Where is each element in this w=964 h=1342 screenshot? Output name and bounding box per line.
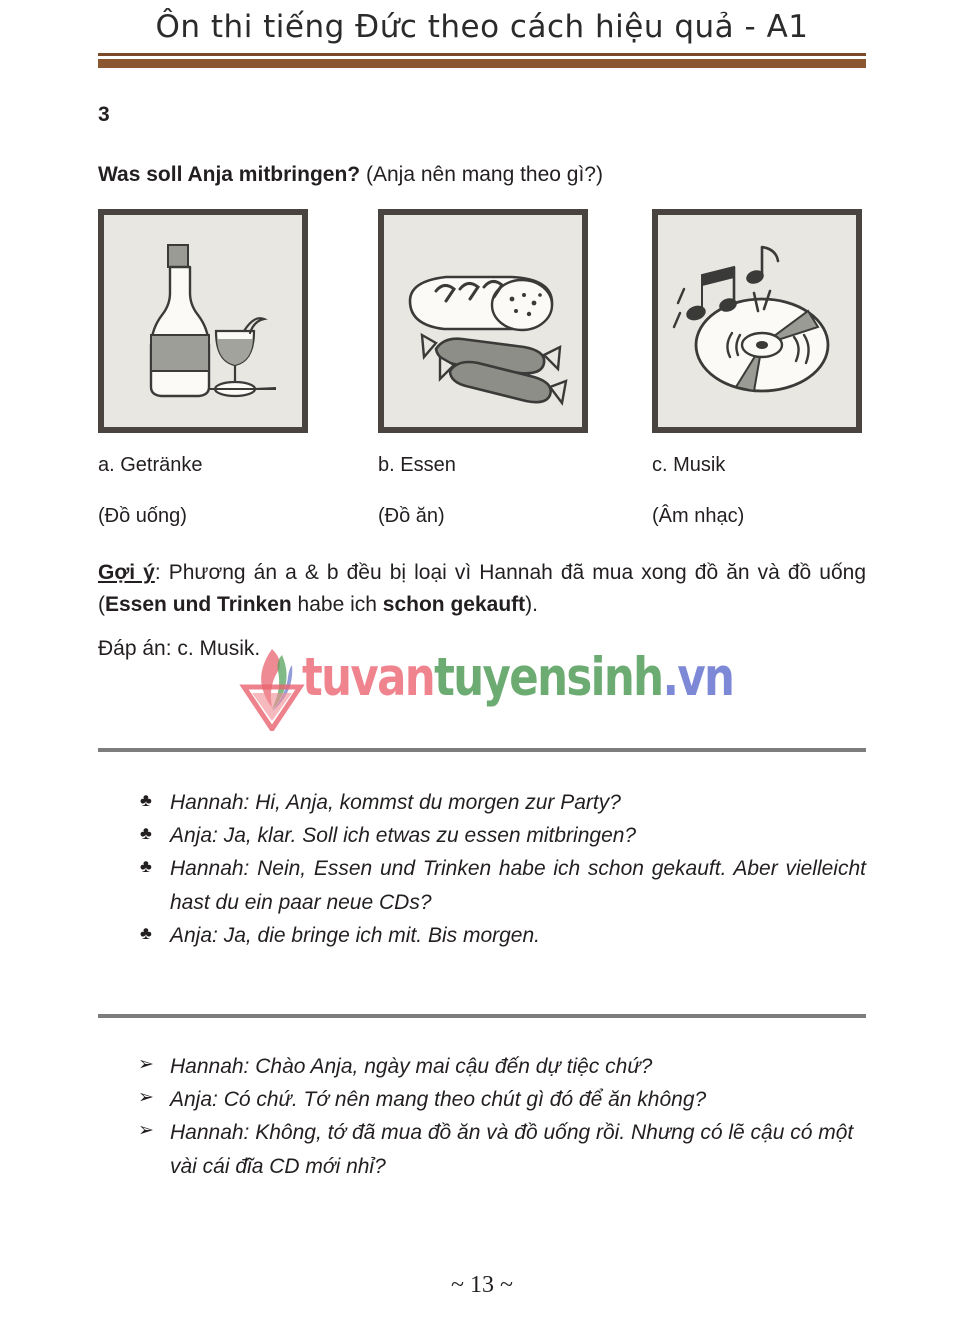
option-label-de-b: b. Essen [378, 454, 456, 477]
dialogue-line [98, 919, 866, 952]
option-caption-c [652, 453, 744, 529]
hint-text-3: ). [525, 593, 538, 617]
option-image-b [378, 209, 588, 433]
arrow-bullet-icon: ➢ [138, 1054, 154, 1075]
hint-paragraph [98, 557, 866, 621]
option-captions [98, 453, 866, 557]
club-bullet-icon: ♣ [140, 922, 152, 943]
divider-top [98, 748, 866, 752]
club-bullet-icon: ♣ [140, 856, 152, 877]
club-bullet-icon: ♣ [140, 790, 152, 810]
header-divider [98, 53, 866, 68]
dialogue-line [98, 1083, 866, 1116]
dialogue-line [98, 1050, 866, 1083]
vietnamese-dialogue-block [98, 1014, 866, 1183]
hint-bold-1: Essen und Trinken [105, 593, 292, 617]
option-caption-b [378, 453, 456, 529]
watermark-part-1: tuvan [302, 647, 435, 708]
page-footer [0, 1272, 964, 1299]
divider-bottom [98, 1014, 866, 1018]
vietnamese-dialogue-list [98, 1050, 866, 1183]
question-vietnamese: (Anja nên mang theo gì?) [365, 163, 603, 186]
hint-text-1: : Phương án a & b đều bị loại vì Hannah đã mua xong đồ ăn và đồ uống ( [98, 561, 866, 617]
arrow-bullet-icon: ➢ [138, 1120, 154, 1142]
hint-text-2: habe ich [291, 593, 383, 617]
option-image-a [98, 209, 308, 433]
question-prompt [98, 161, 866, 189]
dialogue-text: Anja: Ja, klar. Soll ich etwas zu essen mitbringen? [170, 824, 637, 848]
club-bullet-icon: ♣ [140, 823, 152, 844]
dialogue-line [98, 852, 866, 918]
dialogue-line [98, 1116, 866, 1182]
page-title: Ôn thi tiếng Đức theo cách hiệu quả - A1 [155, 9, 809, 45]
cd-with-music-notes-drawing [658, 215, 856, 427]
option-label-vi-a: (Đồ uống) [98, 505, 187, 528]
dialogue-text: Hannah: Nein, Essen und Trinken habe ich schon gekauft. Aber vielleicht hast du ein paar neue CDs? [170, 857, 866, 914]
dialogue-text: Anja: Có chứ. Tớ nên mang theo chút gì đó để ăn không? [170, 1088, 707, 1112]
option-caption-a [98, 453, 203, 529]
dialogue-text: Hannah: Không, tớ đã mua đồ ăn và đồ uống rồi. Nhưng có lẽ cậu có một vài cái đĩa CD mới nhỉ? [170, 1121, 854, 1178]
hint-label: Gợi ý [98, 561, 155, 585]
header-rule-thick [98, 59, 866, 68]
bread-and-sausages-drawing [384, 215, 582, 427]
option-images [98, 209, 866, 445]
watermark-part-3: .vn [662, 647, 734, 708]
german-dialogue-list [98, 786, 866, 952]
page-header [98, 10, 866, 68]
dialogue-text: Hannah: Hi, Anja, kommst du morgen zur Party? [170, 791, 621, 814]
option-image-c [652, 209, 862, 433]
bottle-and-glass-drawing [104, 215, 302, 427]
dialogue-text: Hannah: Chào Anja, ngày mai cậu đến dự tiệc chứ? [170, 1055, 653, 1078]
page-number: ~ 13 ~ [451, 1272, 513, 1298]
option-label-de-c: c. Musik [652, 454, 726, 477]
option-label-vi-c: (Âm nhạc) [652, 505, 745, 528]
german-dialogue-block [98, 748, 866, 952]
hint-bold-2: schon gekauft [382, 593, 526, 617]
exercise-number: 3 [98, 103, 110, 126]
dialogue-line [98, 819, 866, 852]
exercise-content [98, 104, 866, 665]
option-label-de-a: a. Getränke [98, 454, 203, 477]
watermark-part-2: tuyensinh [434, 647, 663, 708]
question-german: Was soll Anja mitbringen? [98, 163, 361, 186]
dialogue-text: Anja: Ja, die bringe ich mit. Bis morgen. [170, 923, 541, 947]
answer-line: Đáp án: c. Musik. [98, 637, 261, 661]
dialogue-line [98, 786, 866, 819]
option-label-vi-b: (Đồ ăn) [378, 505, 445, 528]
arrow-bullet-icon: ➢ [138, 1087, 154, 1109]
